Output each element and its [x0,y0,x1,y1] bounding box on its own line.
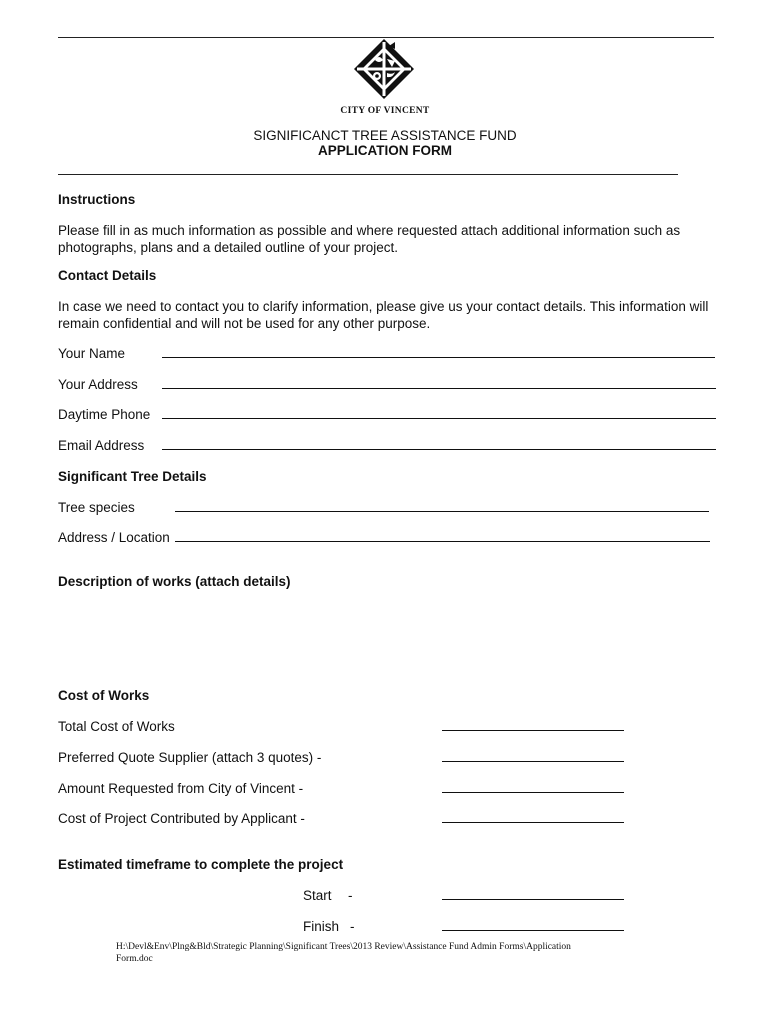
finish-dash: - [350,919,355,934]
cost-contributed-label: Cost of Project Contributed by Applicant - [58,811,305,826]
org-name: CITY OF VINCENT [340,106,430,116]
tree-species-field[interactable] [175,511,709,512]
start-label: Start [303,888,332,903]
footer-file-path [116,941,571,965]
start-dash: - [348,888,353,903]
amount-requested-field[interactable] [442,792,624,793]
instructions-text: Please fill in as much information as possible and where requested attach additional information such as photographs, plans and a detailed outline of your project. [58,223,681,255]
title-rule [58,174,678,175]
finish-label: Finish [303,919,340,934]
your-address-field[interactable] [162,388,716,389]
daytime-phone-label: Daytime Phone [58,407,151,422]
cost-heading: Cost of Works [58,688,150,703]
footer-path-line-2: Form.doc [116,954,153,964]
description-heading: Description of works (attach details) [58,574,291,589]
total-cost-label: Total Cost of Works [58,719,175,734]
contact-text: In case we need to contact you to clarify information, please give us your contact details. This information will remain confidential and will not be used for any other purpose. [58,299,709,331]
footer-path-line-1: H:\Devl&Env\Plng&Bld\Strategic Planning\Significant Trees\2013 Review\Assistance Fund Admin Forms\Application [116,942,571,952]
your-name-label: Your Name [58,346,126,361]
preferred-supplier-label: Preferred Quote Supplier (attach 3 quotes) - [58,750,322,765]
amount-requested-label: Amount Requested from City of Vincent - [58,781,304,796]
your-name-field[interactable] [162,357,715,358]
start-field[interactable] [442,899,624,900]
form-subtitle: APPLICATION FORM [318,143,452,158]
form-title: SIGNIFICANCT TREE ASSISTANCE FUND [253,128,517,143]
instructions-heading: Instructions [58,192,136,207]
total-cost-field[interactable] [442,730,624,731]
timeframe-heading: Estimated timeframe to complete the project [58,857,344,872]
cost-contributed-field[interactable] [442,822,624,823]
city-of-vincent-crest-icon [353,38,415,100]
your-address-label: Your Address [58,377,138,392]
email-address-field[interactable] [162,449,716,450]
tree-species-label: Tree species [58,500,135,515]
email-address-label: Email Address [58,438,145,453]
daytime-phone-field[interactable] [162,418,716,419]
finish-field[interactable] [442,930,624,931]
description-area[interactable] [58,595,718,675]
contact-heading: Contact Details [58,268,157,283]
tree-heading: Significant Tree Details [58,469,207,484]
address-location-label: Address / Location [58,530,170,545]
address-location-field[interactable] [175,541,710,542]
preferred-supplier-field[interactable] [442,761,624,762]
